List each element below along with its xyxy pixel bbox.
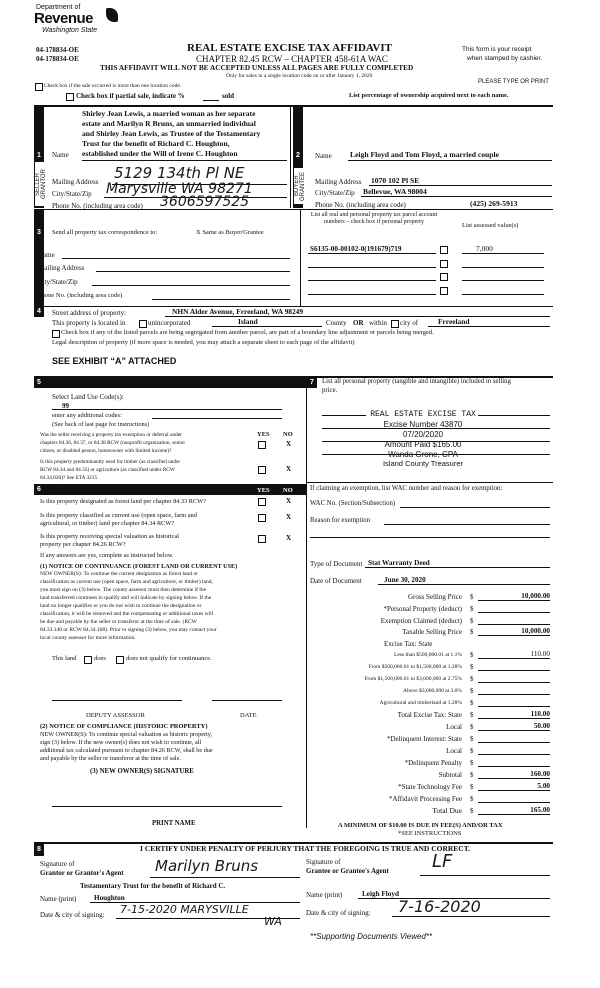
total-state-tax-field [478, 718, 550, 719]
personal-property-field-1b[interactable] [478, 415, 550, 416]
doc-type-value[interactable]: Stat Warranty Deed [368, 559, 430, 567]
s5-q1-yes-checkbox[interactable] [258, 441, 266, 449]
corr-phone-field[interactable] [152, 299, 290, 300]
s5-q1-answer[interactable]: X [286, 440, 292, 448]
buyer-city-value[interactable]: Bellevue, WA 98004 [363, 187, 427, 196]
personal-property-line-2: price. [322, 387, 338, 394]
corr-mailing-field[interactable] [96, 271, 290, 272]
subtotal-label: Subtotal [438, 771, 462, 779]
buyer-phone-label: Phone No. (including area code) [315, 201, 406, 209]
seller-phone-label: Phone No. (including area code) [52, 202, 143, 210]
s6-if-yes-note: If any answers are yes, complete as instructed below. [40, 552, 174, 559]
notice-1-line-7: be due and payable by the seller or transferor at the time of sale. (RCW [40, 619, 197, 625]
buyer-name-field [348, 160, 552, 161]
buyer-city-label: City/State/Zip [315, 189, 355, 197]
section-5-bar [34, 378, 306, 388]
see-back-note: (See back of last page for instructions) [52, 421, 150, 428]
seller-name-line-3: and Shirley Jean Lewis, as Trustee of the Testamentary [82, 129, 261, 138]
notice-1-line-4: land transferred continues to qualify and will indicate by signing below. If the [40, 595, 212, 601]
s6-q2-line-2: agricultural, or timber) land per chapter 84.34 RCW? [40, 520, 175, 527]
s5-q1-line-2: chapters 84.36, 84.37, or 84.38 RCW (nonprofit organization, senior [40, 440, 186, 446]
assessed-field-1 [462, 253, 544, 254]
total-due-field [478, 814, 550, 815]
notice-1-line-3: you must sign on (3) below. The county assessor must then determine if the [40, 587, 207, 593]
grantor-date-city-label: Date & city of signing: [40, 911, 105, 919]
delinquent-interest-state-field[interactable] [478, 742, 550, 743]
local-tax-dollar-sign: $ [470, 723, 474, 731]
state-label: Washington State [42, 27, 98, 34]
taxable-price-label: Taxable Selling Price [402, 628, 462, 636]
parcel-field-4[interactable] [308, 294, 436, 295]
land-does-label: does [94, 655, 106, 662]
grantor-date-city-value[interactable]: 7-15-2020 MARYSVILLE [120, 903, 249, 916]
section-4-tag: 4 [37, 308, 41, 315]
grantor-signature-line [150, 877, 300, 878]
tier-4-dollar-sign: $ [470, 687, 474, 695]
county-value[interactable]: Island [238, 317, 258, 326]
delinquent-penalty-field[interactable] [478, 766, 550, 767]
subtotal-dollar-sign: $ [470, 771, 474, 779]
grantee-date-city-label: Date & city of signing: [306, 909, 371, 917]
unincorporated-checkbox[interactable] [139, 320, 147, 328]
seller-name-line-4: Trust for the benefit of Richard C. Houghton, [82, 139, 230, 148]
corr-city-label: City/State/Zip [38, 278, 78, 286]
s5-yes-header: YES [257, 431, 270, 438]
land-use-value[interactable]: 99 [62, 402, 69, 410]
stamp-line-3: 07/20/2020 [402, 430, 444, 439]
stamp-line-2: Excise Number 43870 [383, 420, 463, 429]
local-tax-label: Local [446, 723, 462, 731]
gross-price-field [478, 600, 550, 601]
parcels-header: List all real and personal property tax parcel account numbers – check box if personal property [310, 212, 438, 225]
minimum-fee-note: A MINIMUM OF $10.00 IS DUE IN FEE(S) AND/OR TAX [338, 822, 503, 829]
delinquent-interest-local-field[interactable] [478, 754, 550, 755]
seller-name-label: Name [52, 151, 69, 159]
affidavit-fee-dollar-sign: $ [470, 795, 474, 803]
exemption-claim-label: If claiming an exemption, list WAC number and reason for exemption: [310, 485, 503, 492]
taxable-dollar-sign: $ [470, 628, 474, 636]
certification-statement: I CERTIFY UNDER PENALTY OF PERJURY THAT THE FOREGOING IS TRUE AND CORRECT. [140, 844, 471, 853]
gross-dollar-sign: $ [470, 593, 474, 601]
unincorporated-label: unincorporated [148, 319, 191, 327]
s5-no-header: NO [283, 431, 293, 438]
parcel-field-3[interactable] [308, 280, 436, 281]
s6-q2-answer[interactable]: X [286, 513, 292, 521]
stamp-line-4: Amount Paid $165.00 [384, 440, 462, 449]
right-column-divider [306, 378, 307, 828]
corr-phone-label: Phone No. (including area code) [38, 292, 123, 299]
delinquent-local-dollar-sign: $ [470, 747, 474, 755]
s5-q2-line-3: 84.34.020)? See ETA 3215 [40, 475, 98, 481]
list-percentage-note: List percentage of ownership acquired next to each name. [349, 92, 509, 99]
buyer-phone-value[interactable]: (425) 269-5913 [470, 199, 518, 208]
segregate-note: Check box if any of the listed parcels are being segregated from another parcel, are part of a boundary line adjustment or parcels being merged. [61, 329, 434, 336]
grantee-name-print-value[interactable]: Leigh Floyd [362, 890, 399, 898]
city-checkbox[interactable] [391, 320, 399, 328]
seller-name-line-1: Shirley Jean Lewis, a married woman as her separate [82, 109, 256, 118]
form-number-2: 04-178834-OE [36, 55, 79, 63]
s6-yes-header: YES [257, 487, 270, 494]
land-does-not-checkbox[interactable] [116, 656, 124, 664]
wac-label: WAC No. (Section/Subsection) [310, 500, 396, 507]
grantor-signature-label-2: Grantor or Grantor's Agent [40, 869, 124, 877]
city-field [428, 326, 550, 327]
valid-note: Only for sales in a single location code on or after January 1, 2020 [226, 73, 373, 79]
deputy-assessor-line[interactable] [52, 700, 182, 701]
notice-2-title: (2) NOTICE OF COMPLIANCE (HISTORIC PROPERTY) [40, 723, 208, 730]
trust-note: Testamentary Trust for the benefit of Richard C. [80, 882, 226, 890]
new-owner-signature-line[interactable] [52, 806, 282, 807]
tier-5-dollar-sign: $ [470, 699, 474, 707]
assessed-field-2[interactable] [462, 267, 544, 268]
notice-1-title: (1) NOTICE OF CONTINUANCE (FOREST LAND OR CURRENT USE) [40, 563, 238, 570]
assessed-value[interactable]: 7,000 [476, 244, 493, 253]
notice-2-line-2: sign (3) below. If the new owner(s) does not wish to continue, all [40, 739, 202, 746]
seller-mailing-label: Mailing Address [52, 178, 99, 186]
s5-q1-line-3: citizen, or disabled person, homeowner with limited income)? [40, 448, 172, 454]
s5-q2-yes-checkbox[interactable] [258, 466, 266, 474]
excise-state-label: Excise Tax: State [384, 640, 433, 648]
tier-5-field[interactable] [478, 706, 550, 707]
deputy-date-label: DATE [240, 712, 257, 719]
seller-side-label: SELLER GRANTOR [35, 162, 44, 206]
notice-2-line-3: additional tax calculated pursuant to chapter 84.26 RCW, shall be due [40, 747, 213, 754]
technology-fee-value[interactable]: 5.00 [537, 782, 550, 790]
street-address-field [165, 316, 550, 317]
s5-q2-line-2: RCW 84.34 and 84.33) or agriculture (as classified under RCW [40, 467, 175, 473]
buyer-mailing-label: Mailing Address [315, 178, 362, 186]
notice-1-line-6: classification, it will be removed and the compensating or additional taxes will [40, 611, 214, 617]
new-owner-signature-label: (3) NEW OWNER(S) SIGNATURE [90, 768, 194, 775]
exemption-top-rule [307, 482, 553, 483]
section-1-tag: 1 [37, 152, 41, 159]
section-8-tag: 8 [37, 846, 41, 853]
s5-q1-line-1: Was the seller receiving a property tax exemption or deferral under [40, 432, 182, 438]
exemption-claimed-label: Exemption Claimed (deduct) [380, 617, 462, 625]
subtotal-field [478, 778, 550, 779]
revenue-logo-text: Revenue [34, 10, 94, 27]
additional-codes-label: enter any additional codes: [52, 412, 122, 419]
tier-2-label: From $500,000.01 to $1,500,000 at 1.28% [368, 664, 462, 670]
grantor-name-print-value[interactable]: Houghton [94, 894, 125, 902]
total-state-tax-value[interactable]: 110.00 [530, 710, 550, 718]
form-title: REAL ESTATE EXCISE TAX AFFIDAVIT [187, 42, 392, 54]
subtotal-value[interactable]: 160.00 [530, 770, 550, 778]
s6-q3-yes-checkbox[interactable] [258, 535, 266, 543]
s6-q1-yes-checkbox[interactable] [258, 498, 266, 506]
land-use-label: Select Land Use Code(s): [52, 393, 124, 401]
parcel-number-value[interactable]: S6135-00-00102-0(191679)719 [310, 245, 402, 253]
grantor-name-print-label: Name (print) [40, 895, 77, 903]
section-5-tag: 5 [37, 379, 41, 386]
tier-4-label: Above $3,000,000 at 3.0% [403, 688, 462, 694]
notice-1-line-8: 84.33.140 or RCW 84.34.108). Prior to signing (3) below, you may contact your [40, 627, 217, 633]
street-address-label: Street address of property: [52, 309, 127, 317]
personal-property-field-1a[interactable] [322, 415, 366, 416]
land-use-field [52, 409, 282, 410]
personal-property-deduct-label: *Personal Property (deduct) [383, 605, 462, 613]
additional-codes-field[interactable] [152, 418, 282, 419]
s6-no-header: NO [283, 487, 293, 494]
form-subtitle: CHAPTER 82.45 RCW – CHAPTER 458-61A WAC [196, 54, 388, 64]
stamp-line-6: Island County Treasurer [382, 459, 464, 468]
seller-name-line-5: established under the Will of Irene C. Houghton [82, 149, 238, 158]
corr-name-label: Name [38, 251, 55, 259]
county-field [212, 326, 322, 327]
s5-q2-answer[interactable]: X [286, 465, 292, 473]
gross-price-value[interactable]: 10,000.00 [521, 592, 550, 600]
taxable-price-value[interactable]: 10,000.00 [521, 627, 550, 635]
s6-q2-line-1: Is this property classified as current use (open space, farm and [40, 512, 197, 519]
parcel-personal-checkbox-1[interactable] [440, 246, 448, 254]
section-3-top-rule [34, 209, 553, 210]
tier-1-label: Less than $500,000.01 at 1.1% [394, 652, 462, 658]
s6-q3-answer[interactable]: X [286, 534, 292, 542]
assessed-header: List assessed value(s) [462, 222, 519, 229]
exemption-dollar-sign: $ [470, 617, 474, 625]
seller-phone-value[interactable]: 3606597525 [160, 194, 250, 210]
seller-name-field[interactable] [82, 160, 287, 161]
tier-5-label: Agricultural and timberland at 1.28% [379, 700, 462, 706]
total-due-label: Total Due [432, 806, 462, 815]
notice-1-line-2: classification as current use (open space, farm and agriculture, or timber) land, [40, 579, 213, 585]
grantee-date-city-line [392, 916, 550, 917]
notice-2-line-4: and payable by the seller or transferor at the time of sale. [40, 755, 181, 762]
notice-2-line-1: NEW OWNER(S): To continue special valuation as historic property, [40, 731, 212, 738]
parcel-personal-checkbox-3[interactable] [440, 273, 448, 281]
section-3-tag: 3 [37, 229, 41, 236]
same-as-buyer-label[interactable]: X Same as Buyer/Grantee [196, 229, 264, 236]
doc-type-field [365, 567, 550, 568]
tier-3-label: From $1,500,000.01 to $3,000,000 at 2.75% [364, 676, 462, 682]
dept-label: Department of [36, 4, 81, 11]
personal-deduct-dollar-sign: $ [470, 605, 474, 613]
tier-4-field[interactable] [478, 694, 550, 695]
parcels-divider [300, 210, 301, 306]
located-in-label: This property is located in [52, 319, 126, 327]
technology-fee-dollar-sign: $ [470, 783, 474, 791]
taxable-price-field [478, 635, 550, 636]
deputy-date-line[interactable] [212, 700, 282, 701]
buyer-side-label: BUYER GRANTEE [294, 168, 303, 204]
section-2-tag: 2 [296, 152, 300, 159]
exemption-claimed-field[interactable] [478, 624, 550, 625]
affidavit-fee-label: *Affidavit Processing Fee [389, 795, 462, 803]
partial-sold-label: sold [222, 92, 235, 100]
exemption-reason-field[interactable] [384, 524, 550, 525]
s6-q2-yes-checkbox[interactable] [258, 514, 266, 522]
receipt-note-2: when stamped by cashier. [467, 55, 543, 62]
tier-2-dollar-sign: $ [470, 663, 474, 671]
tier-1-dollar-sign: $ [470, 651, 474, 659]
delinquent-interest-local-label: Local [446, 747, 462, 755]
grantee-signature-label-2: Grantee or Grantee's Agent [306, 867, 389, 875]
total-due-dollar-sign: $ [470, 807, 474, 815]
tier-3-dollar-sign: $ [470, 675, 474, 683]
corr-mailing-label: Mailing Address [38, 264, 85, 272]
grantee-signature-line [420, 875, 550, 876]
notice-1-line-1: NEW OWNER(S): To continue the current designation as forest land or [40, 571, 198, 577]
buyer-name-value[interactable]: Leigh Floyd and Tom Floyd, a married couple [350, 150, 499, 159]
assessed-field-4[interactable] [462, 294, 544, 295]
buyer-name-label: Name [315, 152, 332, 160]
s6-q3-line-2: property per chapter 84.26 RCW? [40, 541, 126, 548]
grantee-name-print-label: Name (print) [306, 891, 343, 899]
seller-buyer-divider [290, 106, 291, 208]
notice-1-line-5: land no longer qualifies or you do not wish to continue the designation or [40, 603, 202, 609]
delinquent-penalty-label: *Delinquent Penalty [404, 759, 462, 767]
partial-sale-label: Check box if partial sale, indicate % [76, 92, 185, 100]
tier-1-field [478, 658, 550, 659]
acceptance-warning: THIS AFFIDAVIT WILL NOT BE ACCEPTED UNLESS ALL PAGES ARE FULLY COMPLETED [100, 63, 414, 72]
s5-q2-line-1: Is this property predominantly used for timber (as classified under [40, 459, 181, 465]
parcel-personal-checkbox-2[interactable] [440, 260, 448, 268]
deputy-assessor-label: DEPUTY ASSESSOR [86, 712, 145, 719]
personal-property-line-1: List all personal property (tangible and intangible) included in selling [322, 378, 511, 385]
local-tax-value[interactable]: 50.00 [533, 722, 550, 730]
land-does-checkbox[interactable] [84, 656, 92, 664]
stamp-line-1: REAL ESTATE EXCISE TAX [370, 410, 476, 419]
section-6-tag: 6 [37, 486, 41, 493]
assessed-field-3[interactable] [462, 280, 544, 281]
this-land-label: This land [52, 655, 77, 662]
stamp-line-5: Wanda Grone, CPA [388, 450, 458, 459]
type-or-print: PLEASE TYPE OR PRINT [478, 79, 549, 85]
technology-fee-field [478, 790, 550, 791]
form-number-1: 04-178834-OE [36, 46, 79, 54]
total-state-dollar-sign: $ [470, 711, 474, 719]
receipt-note-1: This form is your receipt [462, 46, 532, 53]
parcel-field-1 [308, 253, 436, 254]
personal-property-deduct-field[interactable] [478, 612, 550, 613]
seller-name-line-2: estate and Marilyn R Bruns, an unmarried individual [82, 119, 256, 128]
segregate-checkbox[interactable] [52, 330, 60, 338]
send-correspondence-label: Send all property tax correspondence to: [52, 229, 158, 236]
buyer-city-field [361, 196, 552, 197]
delinquent-interest-state-label: *Delinquent Interest: State [386, 735, 462, 743]
exemption-reason-field-2[interactable] [310, 537, 550, 538]
grantor-signature-label-1: Signature of [40, 860, 75, 868]
delinquent-penalty-dollar-sign: $ [470, 759, 474, 767]
seller-city-value[interactable]: Marysville WA 98271 [106, 181, 253, 197]
grantor-date-city-value-2[interactable]: WA [264, 915, 282, 928]
multi-location-label: Check box if the sale occurred is more than one location code. [44, 83, 182, 89]
tier-1-value[interactable]: 110.00 [530, 650, 550, 658]
grantor-signature[interactable]: Marilyn Bruns [155, 857, 259, 875]
seller-city-label: City/State/Zip [52, 190, 92, 198]
doc-date-field [378, 584, 550, 585]
total-state-tax-label: Total Excise Tax: State [397, 711, 462, 719]
s6-q1-answer[interactable]: X [286, 497, 292, 505]
within-label: within [369, 319, 387, 327]
delinquent-interest-dollar-sign: $ [470, 735, 474, 743]
partial-pct-field[interactable] [203, 100, 219, 101]
print-name-label: PRINT NAME [152, 820, 196, 827]
doc-date-value[interactable]: June 30, 2020 [384, 576, 426, 584]
or-label: OR [353, 319, 364, 327]
revenue-logo-icon [106, 8, 118, 22]
supporting-documents-note: **Supporting Documents Viewed** [310, 932, 433, 941]
tier-2-field[interactable] [478, 670, 550, 671]
multi-location-checkbox[interactable] [35, 83, 43, 91]
seller-mailing-value[interactable]: 5129 134th Pl NE [114, 164, 245, 182]
see-instructions-note: *SEE INSTRUCTIONS [398, 830, 462, 837]
buyer-mailing-value[interactable]: 1070 102 Pl SE [371, 176, 420, 185]
gross-price-label: Gross Selling Price [407, 593, 462, 601]
doc-type-label: Type of Document [310, 560, 363, 568]
land-does-not-label: does not qualify for continuance. [126, 655, 212, 662]
city-of-label: city of [400, 319, 419, 327]
s6-q1: Is this property designated as forest land per chapter 84.33 RCW? [40, 498, 206, 505]
grantee-date-city-value[interactable]: 7-16-2020 [398, 897, 481, 916]
corr-name-field[interactable] [62, 258, 290, 259]
county-label: County [326, 319, 347, 327]
city-value[interactable]: Frreeland [438, 317, 470, 326]
exemption-reason-label: Reason for exemption [310, 517, 371, 524]
street-address-value[interactable]: NHN Alder Avenue, Frreeland, WA 98249 [172, 307, 304, 316]
buyer-mailing-field [369, 185, 552, 186]
affidavit-fee-field[interactable] [478, 802, 550, 803]
grantee-signature[interactable]: LF [432, 851, 453, 872]
wac-field[interactable] [400, 507, 550, 508]
doc-date-label: Date of Document [310, 577, 362, 585]
tier-3-field[interactable] [478, 682, 550, 683]
total-due-value[interactable]: 165.00 [530, 806, 550, 814]
parcel-field-2[interactable] [308, 267, 436, 268]
notice-1-line-9: local county assessor for more information. [40, 635, 136, 641]
technology-fee-label: *State Technology Fee [398, 783, 462, 791]
legal-description-note: Legal description of property (if more space is needed, you may attach a separate sheet to each page of the affidavit) [52, 339, 355, 346]
partial-sale-checkbox[interactable] [66, 93, 74, 101]
grantee-signature-label-1: Signature of [306, 858, 341, 866]
local-tax-field [478, 730, 550, 731]
section-7-tag: 7 [310, 379, 314, 386]
exhibit-reference: SEE EXHIBIT “A” ATTACHED [52, 356, 177, 366]
s6-q3-line-1: Is this property receiving special valuation as historical [40, 533, 180, 540]
corr-city-field[interactable] [92, 285, 290, 286]
parcel-personal-checkbox-4[interactable] [440, 287, 448, 295]
